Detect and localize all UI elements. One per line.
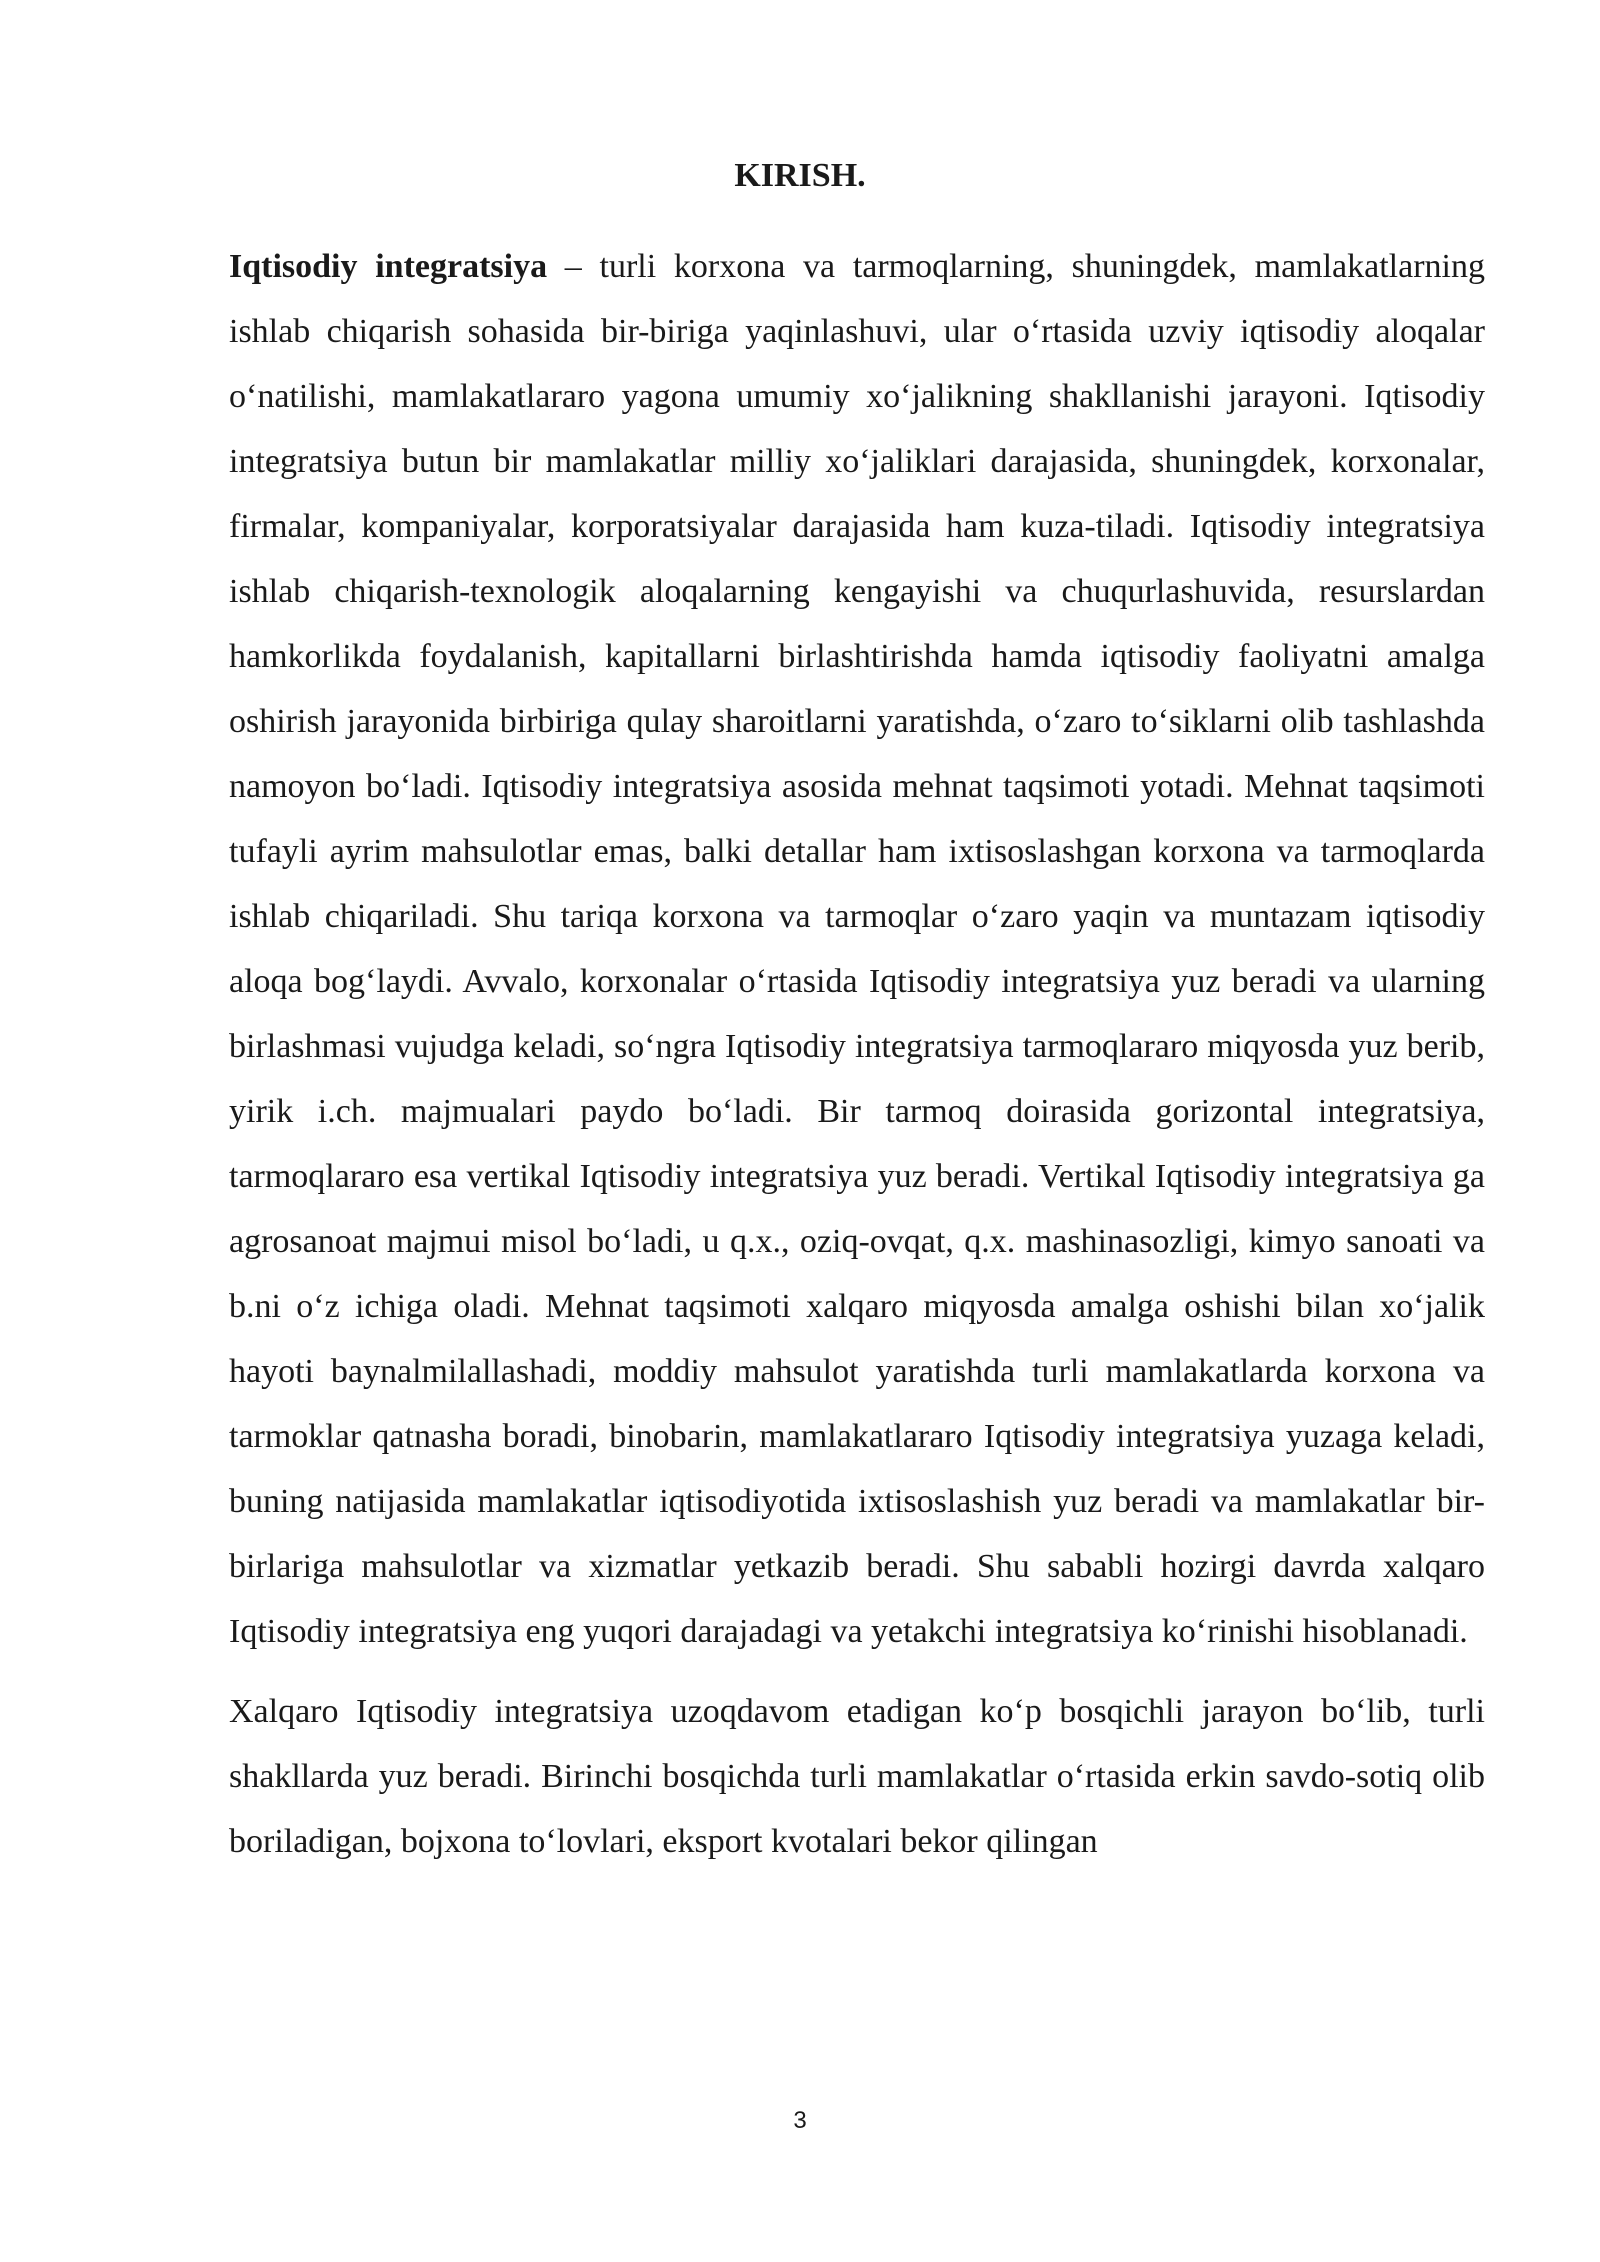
page-number: 3	[793, 2107, 807, 2134]
body-text	[229, 234, 1485, 1874]
paragraph-2	[229, 1679, 1485, 1874]
lead-term: Iqtisodiy integratsiya	[229, 248, 548, 285]
page-title: KIRISH.	[734, 157, 866, 194]
paragraph-1-text: – turli korxona va tarmoqlarning, shuningdek, mamlakatlarning ishlab chiqarish sohasida bir-biriga yaqinlashuvi, ular o‘rtasida uzviy iqtisodiy aloqalar o‘natilishi, mamlakatlararo yagona umumiy xo‘jalikning shakllanishi jarayoni. Iqtisodiy integratsiya butun bir mamlakatlar milliy xo‘jaliklari darajasida, shuningdek, korxonalar, firmalar, kompaniyalar, korporatsiyalar darajasida ham kuza-tiladi. Iqtisodiy integratsiya ishlab chiqarish-texnologik aloqalarning kengayishi va chuqurlashuvida, resurslardan hamkorlikda foydalanish, kapitallarni birlashtirishda hamda iqtisodiy faoliyatni amalga oshirish jarayonida birbiriga qulay sharoitlarni yaratishda, o‘zaro to‘siklarni olib tashlashda namoyon bo‘ladi. Iqtisodiy integratsiya asosida mehnat taqsimoti yotadi. Mehnat taqsimoti tufayli ayrim mahsulotlar emas, balki detallar ham ixtisoslashgan korxona va tarmoqlarda ishlab chiqariladi. Shu tariqa korxona va tarmoqlar o‘zaro yaqin va muntazam iqtisodiy aloqa bog‘laydi. Avvalo, korxonalar o‘rtasida Iqtisodiy integratsiya yuz beradi va ularning birlashmasi vujudga keladi, so‘ngra Iqtisodiy integratsiya tarmoqlararo miqyosda yuz berib, yirik i.ch. majmualari paydo bo‘ladi. Bir tarmoq doirasida gorizontal integratsiya, tarmoqlararo esa vertikal Iqtisodiy integratsiya yuz beradi. Vertikal Iqtisodiy integratsiya ga agrosanoat majmui misol bo‘ladi, u q.x., oziq-ovqat, q.x. mashinasozligi, kimyo sanoati va b.ni o‘z ichiga oladi. Mehnat taqsimoti xalqaro miqyosda amalga oshishi bilan xo‘jalik hayoti baynalmilallashadi, moddiy mahsulot yaratishda turli mamlakatlarda korxona va tarmoklar qatnasha boradi, binobarin, mamlakatlararo Iqtisodiy integratsiya yuzaga keladi, buning natijasida mamlakatlar iqtisodiyotida ixtisoslashish yuz beradi va mamlakatlar bir-birlariga mahsulotlar va xizmatlar yetkazib beradi. Shu sababli hozirgi davrda xalqaro Iqtisodiy integratsiya eng yuqori darajadagi va yetakchi integratsiya ko‘rinishi hisoblanadi.	[229, 248, 1485, 1650]
paragraph-1	[229, 234, 1485, 1664]
paragraph-2-text: Xalqaro Iqtisodiy integratsiya uzoqdavom etadigan ko‘p bosqichli jarayon bo‘lib, turli shakllarda yuz beradi. Birinchi bosqichda turli mamlakatlar o‘rtasida erkin savdo-sotiq olib boriladigan, bojxona to‘lovlari, eksport kvotalari bekor qilingan	[229, 1693, 1485, 1860]
